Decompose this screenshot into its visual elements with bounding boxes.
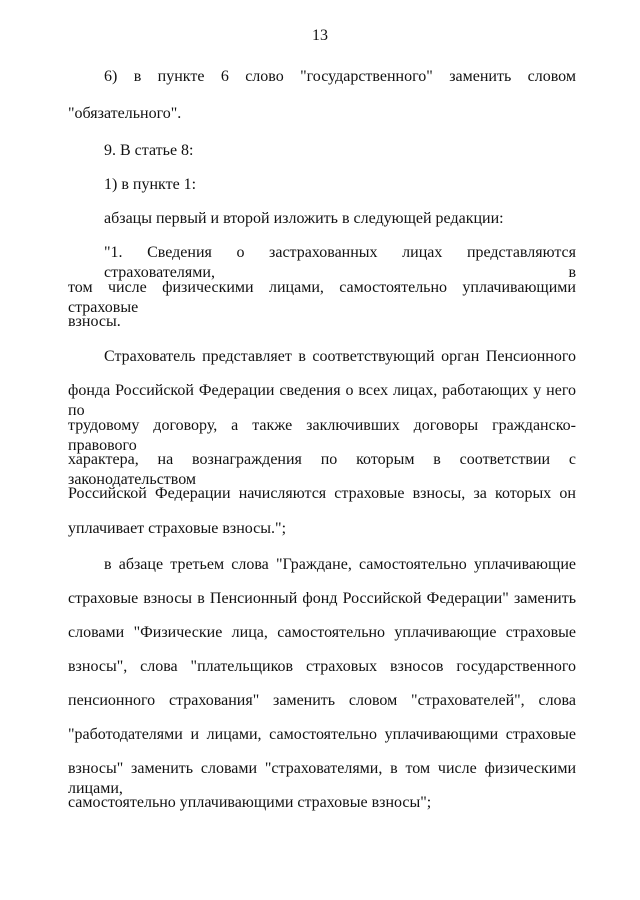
text-line-16: страховые взносы в Пенсионный фонд Российской Федерации" заменить [68,590,576,607]
text-line-12: характера, на вознаграждения по которым в соответствии с законодательством [68,451,576,488]
text-line-13: Российской Федерации начисляются страховые взносы, за которых он [68,485,576,502]
text-line-21: взносы" заменить словами "страхователями, в том числе физическими лицами, [68,760,576,797]
text-line-1: 6) в пункте 6 слово "государственного" заменить словом [104,68,576,85]
text-line-6: "1. Сведения о застрахованных лицах представляются страхователями, в [104,244,576,281]
text-line-4: 1) в пункте 1: [104,176,197,193]
text-line-9: Страхователь представляет в соответствующий орган Пенсионного [104,348,576,365]
text-line-7: том числе физическими лицами, самостоятельно уплачивающими страховые [68,279,576,316]
text-line-3: 9. В статье 8: [104,142,194,159]
page-number: 13 [312,27,328,44]
text-line-11: трудовому договору, а также заключивших договоры гражданско-правового [68,417,576,454]
text-line-5: абзацы первый и второй изложить в следующей редакции: [104,210,504,227]
text-line-10: фонда Российской Федерации сведения о всех лицах, работающих у него по [68,382,576,419]
text-line-17: словами "Физические лица, самостоятельно уплачивающие страховые [68,624,576,641]
text-line-2: "обязательного". [68,105,182,122]
text-line-22: самостоятельно уплачивающими страховые взносы"; [68,794,432,811]
text-line-18: взносы", слова "плательщиков страховых взносов государственного [68,658,576,675]
text-line-20: "работодателями и лицами, самостоятельно уплачивающими страховые [68,726,576,743]
text-line-8: взносы. [68,313,121,330]
text-line-14: уплачивает страховые взносы."; [68,520,287,537]
text-line-19: пенсионного страхования" заменить словом "страхователей", слова [68,692,576,709]
text-line-15: в абзаце третьем слова "Граждане, самостоятельно уплачивающие [104,556,576,573]
